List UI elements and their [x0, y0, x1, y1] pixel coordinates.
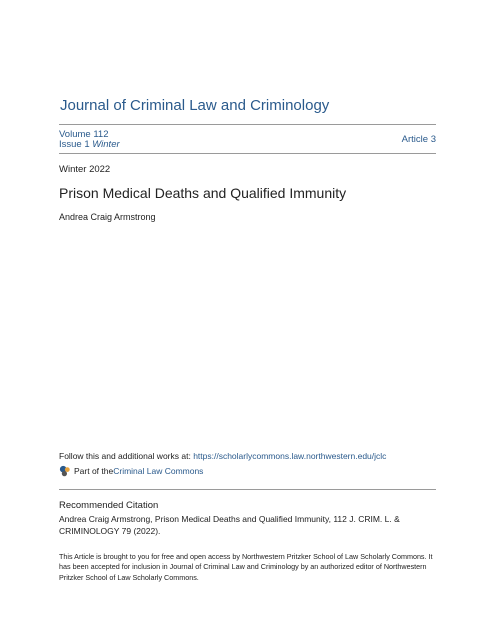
- issue-link[interactable]: [59, 139, 120, 150]
- criminal-law-commons-link[interactable]: Criminal Law Commons: [113, 466, 204, 476]
- journal-title[interactable]: Journal of Criminal Law and Criminology: [60, 97, 330, 114]
- citation-text: Andrea Craig Armstrong, Prison Medical Deaths and Qualified Immunity, 112 J. CRIM. L. & CRIMINOLOGY 79 (2022).: [59, 514, 400, 536]
- top-divider: [59, 124, 436, 125]
- follow-line: [59, 451, 386, 461]
- network-icon: [59, 465, 71, 477]
- citation-divider: [59, 489, 436, 490]
- volume-link[interactable]: Volume 112: [59, 129, 109, 140]
- article-link[interactable]: Article 3: [401, 134, 436, 145]
- issue-divider: [59, 153, 436, 154]
- part-prefix: Part of the: [74, 466, 114, 476]
- issue-name: Winter: [92, 139, 120, 150]
- citation-heading: Recommended Citation: [59, 500, 159, 511]
- publication-date: Winter 2022: [59, 164, 111, 175]
- access-notice: This Article is brought to you for free and open access by Northwestern Pritzker School of Law Scholarly Commons. It has been accepted for inclusion in Journal of Criminal Law and Criminology by an authorized editor of Northwestern Pritzker School of Law Scholarly Commons.: [59, 552, 433, 582]
- follow-prefix: Follow this and additional works at:: [59, 451, 194, 461]
- issue-prefix: Issue 1: [59, 139, 93, 150]
- follow-url-link[interactable]: https://scholarlycommons.law.northwestern.edu/jclc: [193, 451, 387, 461]
- paper-title: Prison Medical Deaths and Qualified Immunity: [59, 185, 347, 201]
- part-of-line: [59, 465, 203, 477]
- author-name: Andrea Craig Armstrong: [59, 212, 156, 222]
